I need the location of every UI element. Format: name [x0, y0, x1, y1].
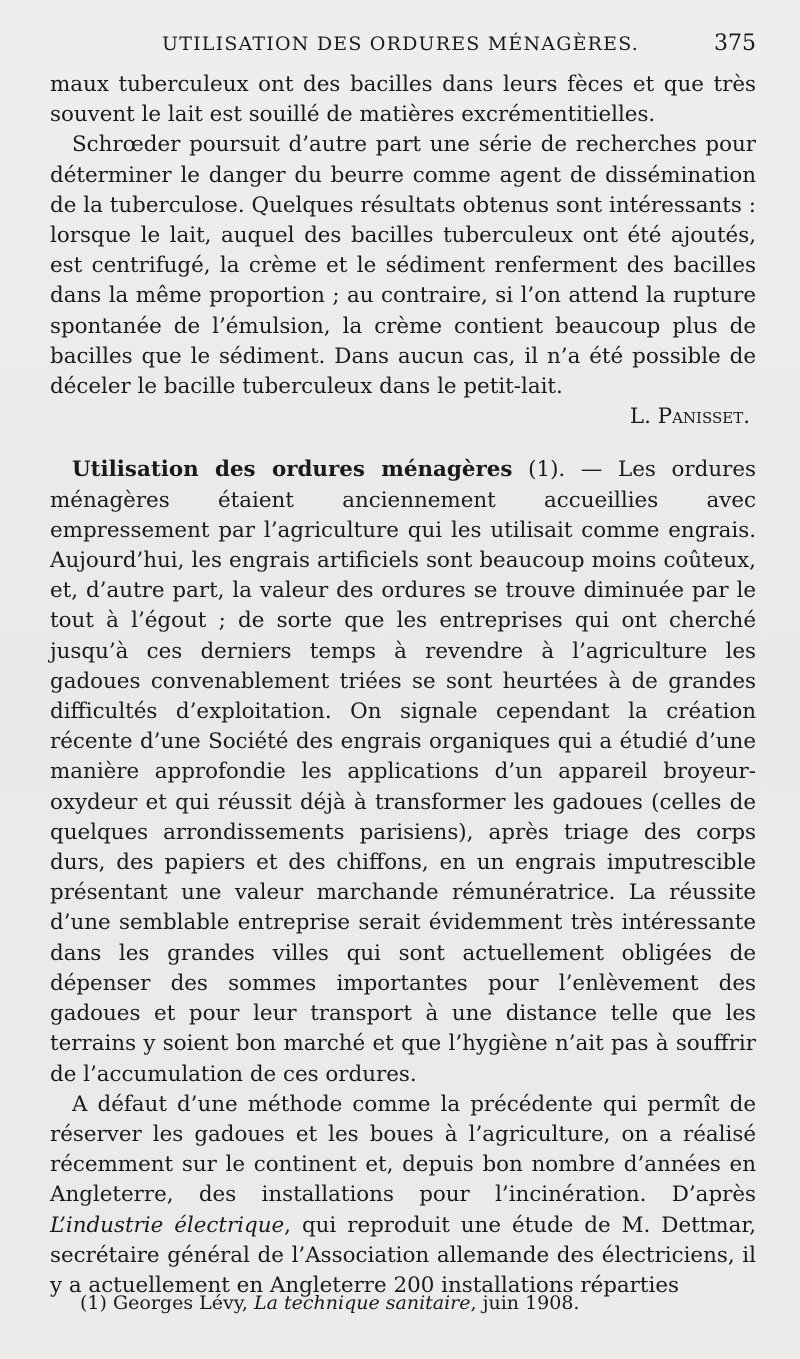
footnote-reference: (1).	[528, 457, 566, 483]
footnote	[80, 1292, 760, 1314]
author-signature	[50, 402, 756, 432]
footnote-author: Georges Lévy,	[112, 1292, 248, 1314]
paragraph-4-start: A défaut d’une méthode comme la précédente qui permît de réserver les gadoues et les boues à l’agriculture, on a réalisé récemment sur le continent et, depuis bon nombre d’années en Angleterre, des installations pour l’incinération. D’après	[50, 1091, 756, 1208]
paragraph-2: Schrœder poursuit d’autre part une série de recherches pour déterminer le danger du beurre comme agent de dissémination de la tuberculose. Quelques résultats obtenus sont intéressants : lorsque le lait, auquel des bacilles tuberculeux ont été ajoutés, est centrifugé, la crème et le sédiment renferment des bacilles dans la même proportion ; au contraire, si l’on attend la rupture spontanée de l’émulsion, la crème contient beaucoup plus de bacilles que le sédiment. Dans aucun cas, il n’a été possible de déceler le bacille tuberculeux dans le petit-lait.	[50, 132, 756, 400]
section-divider	[50, 432, 756, 455]
page-header	[60, 33, 756, 63]
paragraph-3	[50, 455, 756, 1089]
footnote-marker: (1)	[80, 1292, 107, 1314]
paragraph-4	[50, 1090, 756, 1301]
page-number: 375	[714, 31, 756, 56]
journal-title: L’industrie électrique	[50, 1212, 285, 1238]
body-text	[50, 70, 756, 1301]
paragraph-4-end: , qui reproduit une étude de M. Dettmar, secrétaire général de l’Association allemande des électriciens, il y a actuellement en Angleterre 200 installations réparties	[50, 1212, 757, 1298]
section-title: Utilisation des ordures ménagères	[72, 457, 513, 483]
footnote-title: La technique sanitaire	[254, 1292, 471, 1314]
running-head: UTILISATION DES ORDURES MÉNAGÈRES.	[162, 33, 640, 55]
paragraph-3-text: — Les ordures ménagères étaient anciennement accueillies avec empressement par l’agriculture qui les utilisait comme engrais. Aujourd’hui, les engrais artificiels sont beaucoup moins coûteux, et, d’autre part, la valeur des ordures se trouve diminuée par le tout à l’égout ; de sorte que les entreprises qui ont cherché jusqu’à ces derniers temps à revendre à l’agriculture les gadoues convenablement triées se sont heurtées à de grandes difficultés d’exploitation. On signale cependant la création récente d’une Société des engrais organiques qui a étudié d’une manière approfondie les applications d’un appareil broyeur-oxydeur et qui réussit déjà à transformer les gadoues (celles de quelques arrondissements parisiens), après triage des corps durs, des papiers et des chiffons, en un engrais imputrescible présentant une valeur marchande rémunératrice. La réussite d’une semblable entreprise serait évidemment très intéressante dans les grandes villes qui sont actuellement obligées de dépenser des sommes importantes pour l’enlèvement des gadoues et pour leur transport à une distance telle que les terrains y soient bon marché et que l’hygiène n’ait pas à souffrir de l’accumulation de ces ordures.	[50, 457, 756, 1087]
footnote-date: , juin 1908.	[470, 1292, 580, 1314]
paragraph-1: maux tuberculeux ont des bacilles dans leurs fèces et que très souvent le lait est souillé de matières excrémentitielles.	[50, 72, 756, 128]
signature-text: L. Panisset.	[629, 404, 750, 430]
